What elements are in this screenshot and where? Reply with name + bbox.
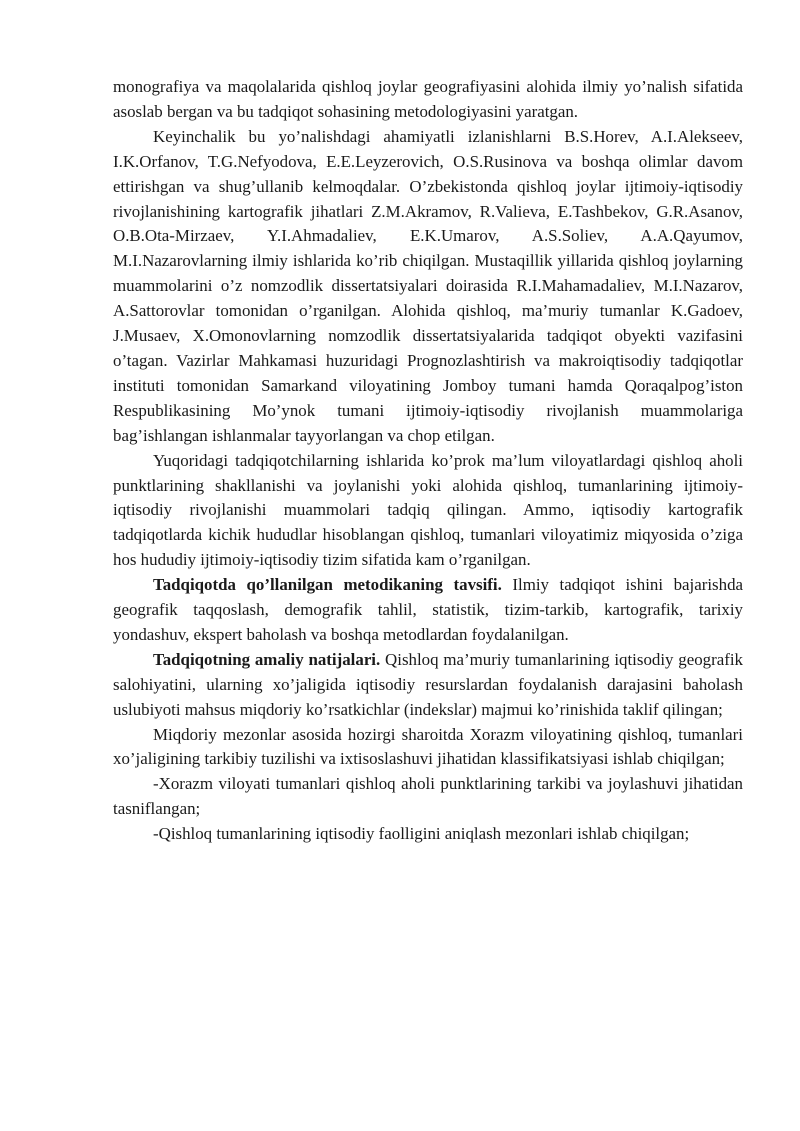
document-page <box>113 75 743 847</box>
paragraph-7 <box>113 772 743 822</box>
paragraph-1 <box>113 75 743 125</box>
paragraph-methodology <box>113 573 743 648</box>
paragraph-8 <box>113 822 743 847</box>
paragraph-text: -Xorazm viloyati tumanlari qishloq aholi punktlarining tarkibi va joylashuvi jihatidan tasniflangan; <box>113 774 743 819</box>
paragraph-text: -Qishloq tumanlarining iqtisodiy faolligini aniqlash mezonlari ishlab chiqilgan; <box>153 824 690 844</box>
paragraph-text: Keyinchalik bu yo’nalishdagi ahamiyatli izlanishlarni B.S.Horev, A.I.Alekseev, I.K.Orfanov, T.G.Nefyodova, E.E.Leyzerovich, O.S.Rusinova va boshqa olimlar davom ettirishgan va shug’ullanib kelmoqdalar. O’zbekistonda qishloq joylar ijtimoiy-iqtisodiy rivojlanishining kartografik jihatlari Z.M.Akramov, R.Valieva, E.Tashbekov, G.R.Asanov, O.B.Ota-Mirzaev, Y.I.Ahmadaliev, E.K.Umarov, A.S.Soliev, A.A.Qayumov, M.I.Nazarovlarning ilmiy ishlarida ko’rib chiqilgan. Mustaqillik yillarida qishloq joylarning muammolarini o’z nomzodlik dissertatsiyalari doirasida R.I.Mahamadaliev, M.I.Nazarov, A.Sattorovlar tomonidan o’rganilgan. Alohida qishloq, ma’muriy tumanlar K.Gadoev, J.Musaev, X.Omonovlarning nomzodlik dissertatsiyalarida tadqiqot obyekti vazifasini o’tagan. Vazirlar Mahkamasi huzuridagi Prognozlashtirish va makroiqtisodiy tadqiqotlar instituti tomonidan Samarkand viloyatining Jomboy tumani hamda Qoraqalpog’iston Respublikasining Mo’ynok tumani ijtimoiy-iqtisodiy rivojlanish muammolariga bag’ishlangan ishlanmalar tayyorlangan va chop etilgan. <box>113 126 743 445</box>
paragraph-heading: Tadqiqotning amaliy natijalari. <box>153 649 381 669</box>
paragraph-text: Ilmiy tadqiqot ishini bajarishda geografik taqqoslash, demografik tahlil, statistik, tizim-tarkib, kartografik, tarixiy yondashuv, ekspert baholash va boshqa metodlardan foydalanilgan. <box>113 575 744 644</box>
paragraph-2 <box>113 125 743 449</box>
paragraph-6 <box>113 723 743 773</box>
paragraph-3 <box>113 449 743 574</box>
paragraph-text: Qishloq ma’muriy tumanlarining iqtisodiy geografik salohiyatini, ularning xo’jaligida iqtisodiy resurslardan foydalanish darajasini baholash uslubiyoti mahsus miqdoriy ko’rsatkichlar (indekslar) majmui ko’rinishida taklif qilingan; <box>113 649 744 719</box>
paragraph-text: Yuqoridagi tadqiqotchilarning ishlarida ko’prok ma’lum viloyatlardagi qishloq aholi punktlarining shakllanishi va joylanishi yoki alohida qishloq, tumanlarining ijtimoiy-iqtisodiy rivojlanishi muammolari tadqiq qilingan. Ammo, iqtisodiy kartografik tadqiqotlarda kichik hududlar hisoblangan qishloq, tumanlari viloyatimiz miqyosida o’ziga hos hududiy ijtimoiy-iqtisodiy tizim sifatida kam o’rganilgan. <box>113 450 743 570</box>
paragraph-heading: Tadqiqotda qo’llanilgan metodikaning tavsifi. <box>153 575 502 595</box>
paragraph-practical-results <box>113 648 743 723</box>
paragraph-text: monografiya va maqolalarida qishloq joylar geografiyasini alohida ilmiy yo’nalish sifatida asoslab bergan va bu tadqiqot sohasining metodologiyasini yaratgan. <box>113 77 743 121</box>
paragraph-text: Miqdoriy mezonlar asosida hozirgi sharoitda Xorazm viloyatining qishloq, tumanlari xo’jaligining tarkibiy tuzilishi va ixtisoslashuvi jihatidan klassifikatsiyasi ishlab chiqilgan; <box>113 724 743 769</box>
